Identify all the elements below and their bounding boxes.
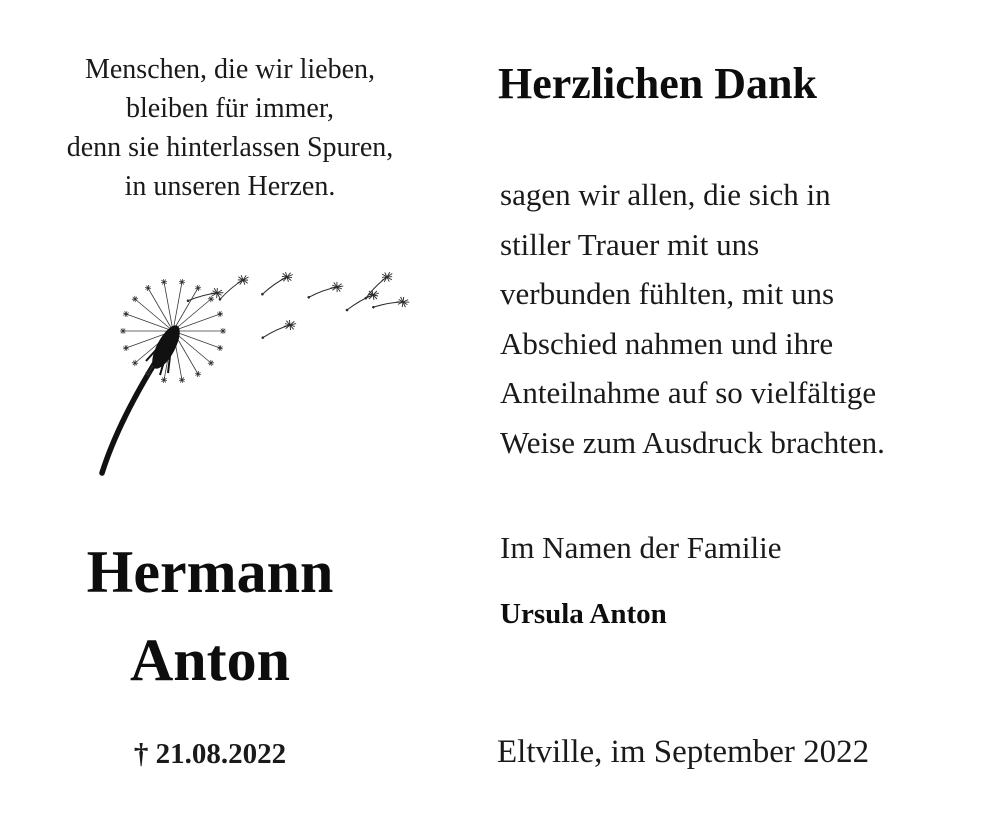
deceased-last-name: Anton bbox=[129, 627, 291, 693]
deceased-name bbox=[25, 528, 395, 704]
poem-line: Menschen, die wir lieben, bbox=[84, 54, 376, 85]
thanks-line: Weise zum Ausdruck brachten. bbox=[500, 424, 885, 460]
family-signature: Ursula Anton bbox=[500, 598, 667, 630]
death-date: † 21.08.2022 bbox=[133, 738, 287, 770]
thanks-heading: Herzlichen Dank bbox=[498, 59, 817, 108]
dandelion-icon bbox=[78, 243, 423, 488]
memorial-poem bbox=[20, 50, 440, 206]
deceased-first-name: Hermann bbox=[86, 539, 334, 605]
thanks-line: Anteilnahme auf so vielfältige bbox=[500, 375, 877, 410]
poem-line: bleiben für immer, bbox=[125, 93, 335, 124]
thanks-paragraph bbox=[500, 170, 990, 467]
place-and-date: Eltville, im September 2022 bbox=[497, 734, 870, 770]
thanks-line: Abschied nahmen und ihre bbox=[500, 325, 834, 361]
family-attribution-label: Im Namen der Familie bbox=[500, 530, 782, 565]
poem-line: denn sie hinterlassen Spuren, bbox=[66, 132, 394, 163]
thanks-line: stiller Trauer mit uns bbox=[500, 226, 760, 262]
thanks-line: sagen wir allen, die sich in bbox=[500, 177, 831, 212]
thanks-line: verbunden fühlten, mit uns bbox=[500, 276, 835, 311]
poem-line: in unseren Herzen. bbox=[124, 171, 336, 202]
